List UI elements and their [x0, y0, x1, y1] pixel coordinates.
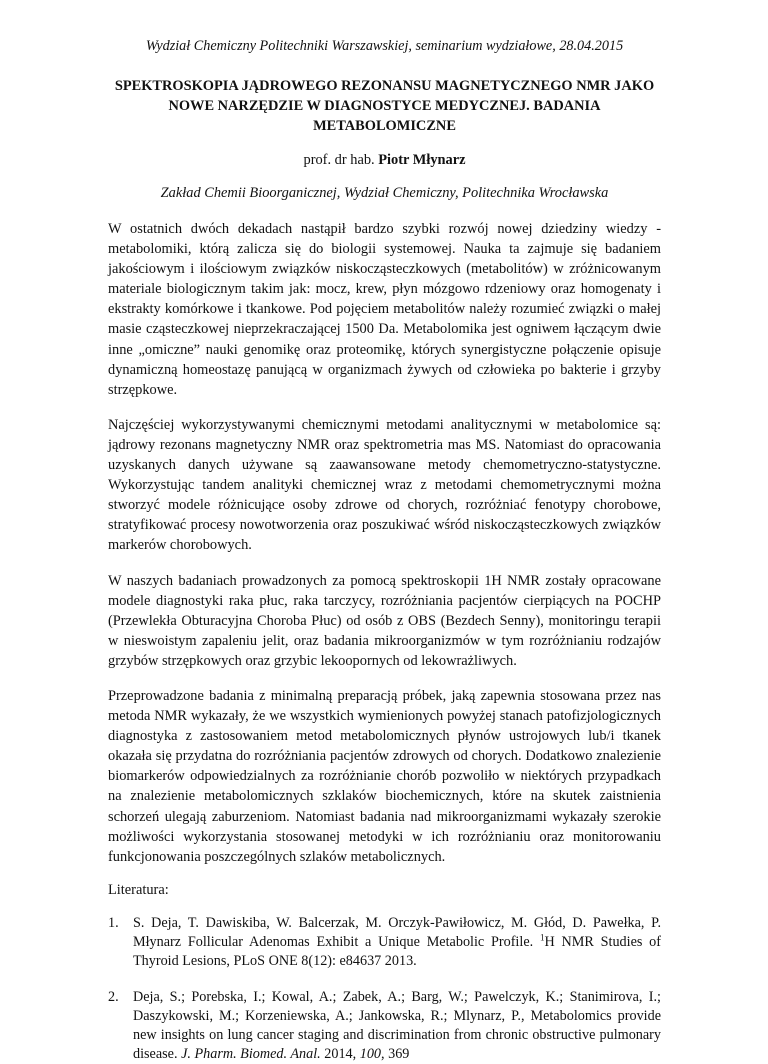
- reference-number: 2.: [108, 988, 119, 1005]
- document-title: [108, 76, 661, 136]
- reference-text-end: H NMR Studies of Thyroid Lesions, PLoS ONE 8(12): e84637 2013.: [133, 933, 662, 969]
- seminar-header: Wydział Chemiczny Politechniki Warszawskiej, seminarium wydziałowe, 28.04.2015: [145, 38, 624, 54]
- author-name: Piotr Młynarz: [378, 152, 466, 168]
- paragraph-2: Najczęściej wykorzystywanymi chemicznymi metodami analitycznymi w metabolomice są: jądrowy rezonans magnetyczny NMR oraz spektrometria mas MS. Natomiast do opracowania uzyskanych danych używane są zaawansowane metody chemometryczno-statystyczne. Wykorzystując tandem analityki chemicznej wraz z metodami chemometrycznymi można stworzyć modele różnicujące osoby zdrowe od chorych, rozróżniać fenotypy chorobowe, stratyfikować procesy nowotworzenia oraz poszukiwać wśród niskocząsteczkowych związków markerów chorobowych.: [108, 416, 661, 554]
- author-prefix: prof. dr hab.: [303, 152, 379, 168]
- reference-item: [108, 988, 661, 1064]
- paragraph-1: W ostatnich dwóch dekadach nastąpił bardzo szybki rozwój nowej dziedziny wiedzy - metabolomiki, którą zalicza się do biologii systemowej. Nauka ta zajmuje się badaniem jakościowym i ilościowym związków niskocząsteczkowych (metabolitów) w zróżnicowanym materiale biologicznym takim jak: mocz, krew, płyn mózgowo rdzeniowy oraz homogenaty i ekstrakty komórkowe i tkankowe. Pod pojęciem metabolitów należy rozumieć związki o małej masie cząsteczkowej nieprzekraczającej 1500 Da. Metabolomika jest ogniwem łączącym dwie inne „omiczne” nauki genomikę oraz proteomikę, których synergistyczne połączenie opisuje dynamiczną homeostazę panującą w organizmach żywych od człowieka po bakterie i grzyby strzępkowe.: [108, 221, 661, 398]
- reference-superscript: 1: [539, 932, 545, 943]
- literature-heading: Literatura:: [108, 881, 169, 898]
- title-line-1: SPEKTROSKOPIA JĄDROWEGO REZONANSU MAGNETYCZNEGO NMR JAKO: [114, 78, 655, 94]
- author-line: [108, 152, 661, 169]
- paragraph-3: W naszych badaniach prowadzonych za pomocą spektroskopii 1H NMR zostały opracowane modele diagnostyki raka płuc, raka tarczycy, rozróżniania pacjentów cierpiących na POCHP (Przewlekła Obturacyjna Choroba Płuc) od osób z OBS (Bezdech Senny), monitoringu terapii w nieswoistym zapaleniu jelit, oraz badania mikroorganizmów w tym rozróżnianiu rodzajów grzybów strzępkowych oraz grzybic lekoopornych od lekowrażliwych.: [108, 572, 661, 669]
- reference-year: 2014,: [320, 1045, 360, 1062]
- affiliation: Zakład Chemii Bioorganicznej, Wydział Chemiczny, Politechnika Wrocławska: [160, 185, 609, 201]
- reference-pages: , 369: [381, 1045, 410, 1062]
- reference-item: [108, 914, 661, 971]
- reference-journal: J. Pharm. Biomed. Anal.: [181, 1045, 321, 1062]
- paragraph-4: Przeprowadzone badania z minimalną preparacją próbek, jaką zapewnia stosowana przez nas metoda NMR wykazały, że we wszystkich wymienionych powyżej stanach patofizjologicznych diagnostyka z zastosowaniem metod metabolomicznych płynów ustrojowych lub/i tkanek okazała się przydatna do rozróżniania pacjentów zdrowych od chorych. Dodatkowo znalezienie biomarkerów odpowiedzialnych za rozróżnianie chorób pozwoliło w niektórych przypadkach na znalezienie metabolomicznych szklaków biochemicznych, które na skutek zaistnienia schorzeń ulegają zaburzeniom. Natomiast badania nad mikroorganizmami wykazały szerokie możliwości wykorzystania stosowanej metodyki w ich rozróżnianiu oraz monitorowaniu funkcjonowania poszczególnych szlaków metabolicznych.: [108, 687, 661, 865]
- reference-text: S. Deja, T. Dawiskiba, W. Balcerzak, M. Orczyk-Pawiłowicz, M. Głód, D. Pawełka, P. Młynarz Follicular Adenomas Exhibit a Unique Metabolic Profile.: [133, 914, 661, 950]
- reference-number: 1.: [108, 914, 119, 931]
- reference-text: Deja, S.; Porebska, I.; Kowal, A.; Zabek, A.; Barg, W.; Pawelczyk, K.; Stanimirova, I.; Daszykowski, M.; Korzeniewska, A.; Jankowska, R.; Mlynarz, P., Metabolomics provide new insights on lung cancer staging and discrimination from chronic obstructive pulmonary disease.: [133, 988, 661, 1062]
- reference-list: [108, 914, 661, 1064]
- reference-volume: 100: [359, 1045, 381, 1062]
- title-line-2: NOWE NARZĘDZIE W DIAGNOSTYCE MEDYCZNEJ. BADANIA METABOLOMICZNE: [168, 98, 601, 134]
